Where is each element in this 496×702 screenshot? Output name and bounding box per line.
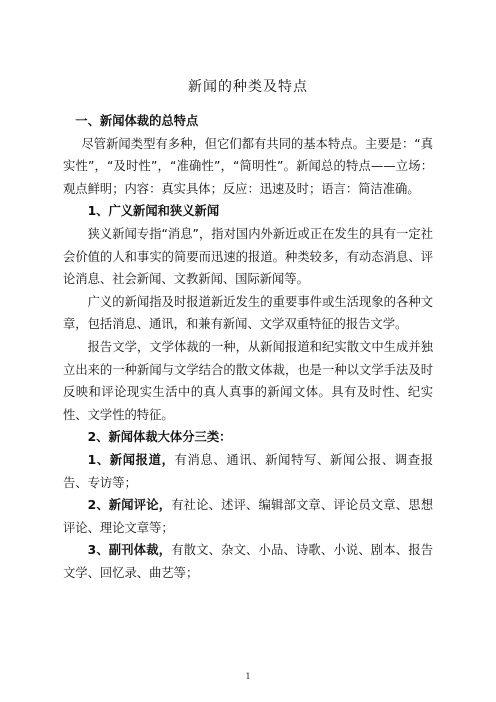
document-title: 新闻的种类及特点 — [188, 79, 308, 95]
reportage-paragraph: 报告文学，文学体裁的一种，从新闻报道和纪实散文中生成并独立出来的一种新闻与文学结合的散文体裁，也是一种以文学手法及时反映和评论现实生活中的真人真事的新闻文体。具有及时性、纪实性、文学性的特征。 — [63, 339, 433, 422]
section-heading: 一、新闻体裁的总特点 — [75, 114, 199, 128]
page-number: 1 — [245, 672, 251, 681]
category-label: 2、新闻评论， — [87, 498, 172, 513]
category-text: 有消息、通讯、新闻特写、新闻公报、调查报告、专访等； — [63, 452, 433, 490]
category-supplement — [63, 539, 433, 584]
broad-news-paragraph: 广义的新闻指及时报道新近发生的重要事件或生活现象的各种文章，包括消息、通讯，和兼有新闻、文学双重特征的报告文学。 — [63, 294, 433, 332]
category-text: 有社论、述评、编辑部文章、评论员文章、思想评论、理论文章等； — [63, 498, 433, 535]
narrow-news-paragraph: 狭义新闻专指“消息”，指对国内外新近或正在发生的具有一定社会价值的人和事实的简要而迅速的报道。种类较多，有动态消息、评论消息、社会新闻、文教新闻、国际新闻等。 — [63, 226, 433, 287]
document-body — [63, 110, 433, 584]
category-news-report — [63, 449, 433, 494]
category-news-commentary — [63, 494, 433, 539]
intro-paragraph: 尽管新闻类型有多种，但它们都有共同的基本特点。主要是：“真实性”，“及时性”，“准确性”，“简明性”。新闻总的特点——立场：观点鲜明；内容：真实具体；反应：迅速及时；语言：简洁准确。 — [63, 136, 433, 196]
category-text: 有散文、杂文、小品、诗歌、小说、剧本、报告文学、回忆录、曲艺等； — [63, 543, 433, 580]
category-label: 3、副刊体裁， — [87, 543, 172, 558]
subsection-heading-categories: 2、新闻体裁大体分三类： — [87, 430, 232, 445]
subsection-heading-broad-narrow: 1、广义新闻和狭义新闻 — [87, 204, 220, 219]
category-label: 1、新闻报道， — [87, 452, 175, 467]
